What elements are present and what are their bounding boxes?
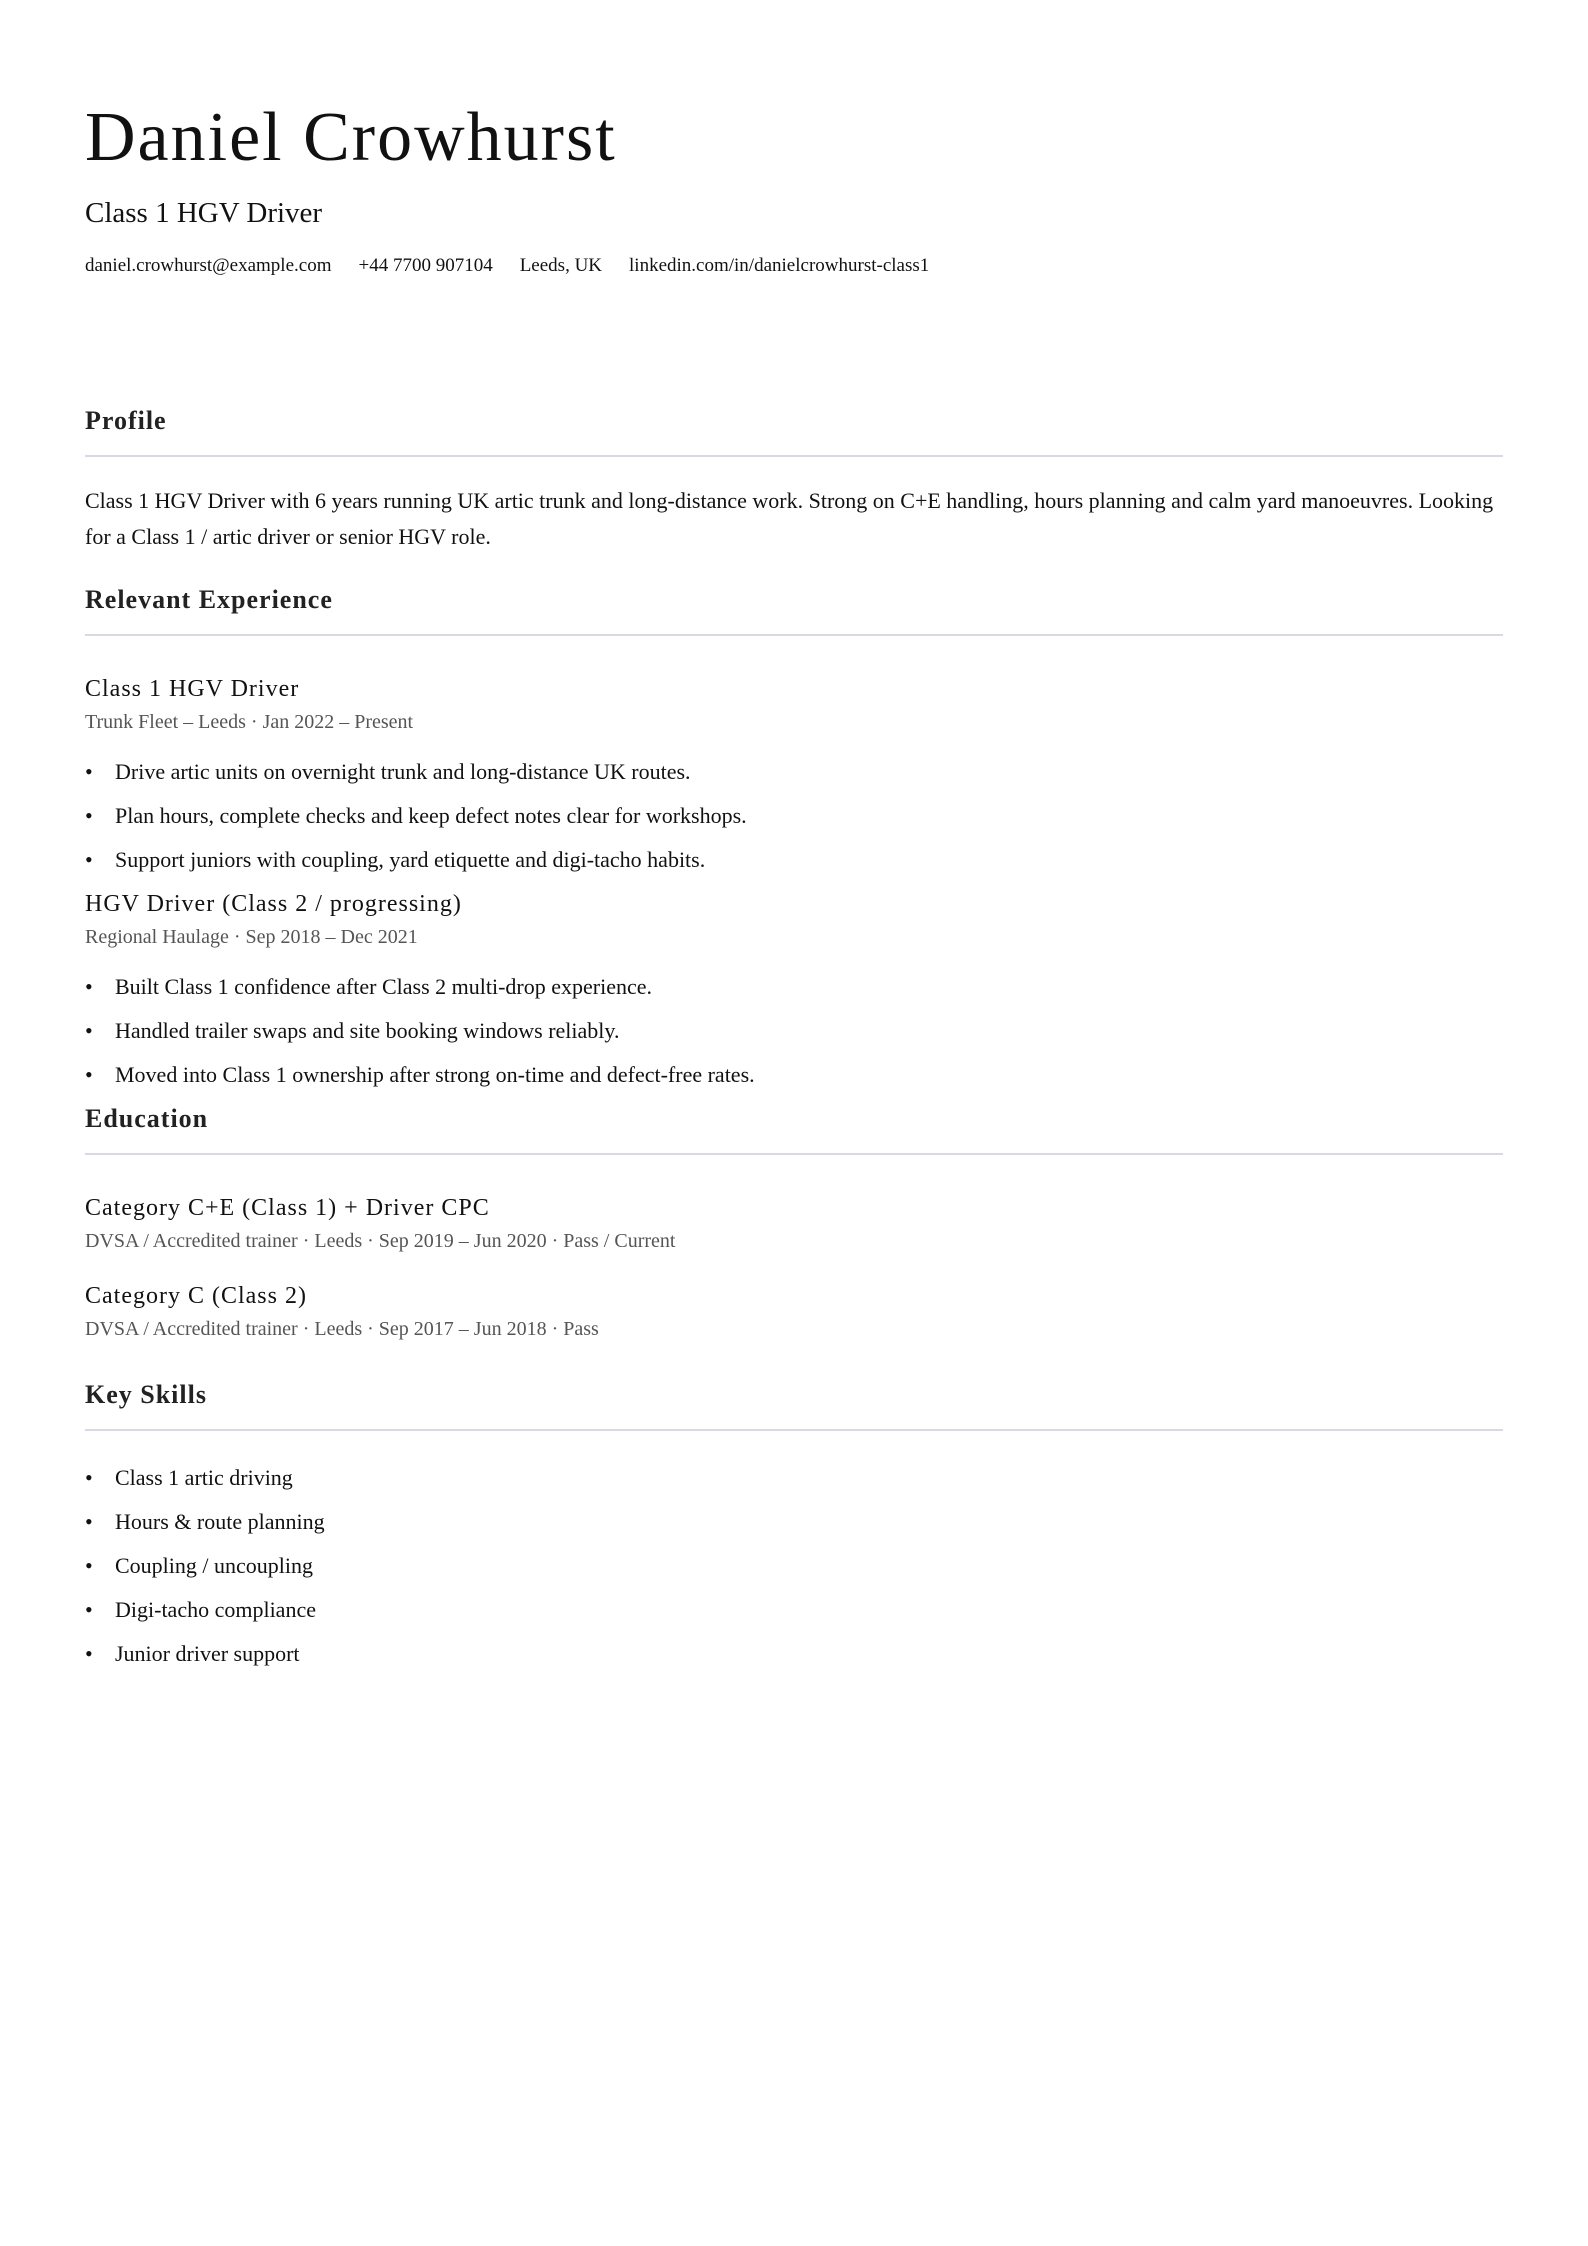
- job-bullet: [85, 972, 1503, 1002]
- experience-section: [85, 585, 1503, 1090]
- job-bullet-text: Built Class 1 confidence after Class 2 multi-drop experience.: [115, 974, 653, 999]
- skill-item: [85, 1639, 1503, 1669]
- job-bullet-text: Handled trailer swaps and site booking windows reliably.: [115, 1018, 620, 1043]
- contact-location: Leeds, UK: [519, 255, 603, 276]
- education-title: Category C+E (Class 1) + Driver CPC: [85, 1195, 490, 1221]
- bullet-dot: •: [85, 759, 93, 784]
- bullet-dot: •: [85, 974, 93, 999]
- contact-email[interactable]: daniel.crowhurst@example.com: [85, 255, 332, 276]
- education-entry: [85, 1281, 1503, 1342]
- bullet-dot: •: [85, 1509, 93, 1534]
- skill-text: Hours & route planning: [115, 1509, 325, 1534]
- job-bullets: [85, 972, 1503, 1090]
- job-entry: [85, 674, 1503, 875]
- candidate-role: Class 1 HGV Driver: [85, 197, 323, 229]
- section-title-education: Education: [85, 1104, 1503, 1155]
- bullet-dot: •: [85, 803, 93, 828]
- job-subtitle: Regional Haulage · Sep 2018 – Dec 2021: [85, 926, 418, 948]
- bullet-dot: •: [85, 1465, 93, 1490]
- job-bullet: [85, 1016, 1503, 1046]
- bullet-dot: •: [85, 1553, 93, 1578]
- skill-text: Class 1 artic driving: [115, 1465, 293, 1490]
- education-title: Category C (Class 2): [85, 1283, 307, 1309]
- skill-text: Coupling / uncoupling: [115, 1553, 313, 1578]
- profile-summary: Class 1 HGV Driver with 6 years running UK artic trunk and long-distance work. Strong on C+E handling, hours planning and calm yard manoeuvres. Looking for a Class 1 / artic driver or senior HGV role.: [85, 488, 1494, 549]
- job-bullet: [85, 1060, 1503, 1090]
- education-entry: [85, 1193, 1503, 1254]
- job-title: HGV Driver (Class 2 / progressing): [85, 891, 462, 917]
- education-subtitle: DVSA / Accredited trainer · Leeds · Sep 2017 – Jun 2018 · Pass: [85, 1318, 599, 1340]
- skills-list: [85, 1463, 1503, 1669]
- education-section: [85, 1104, 1503, 1342]
- skill-item: [85, 1595, 1503, 1625]
- education-subtitle: DVSA / Accredited trainer · Leeds · Sep 2019 – Jun 2020 · Pass / Current: [85, 1230, 676, 1252]
- skill-text: Junior driver support: [115, 1641, 300, 1666]
- skill-item: [85, 1463, 1503, 1493]
- section-title-profile: Profile: [85, 406, 1503, 457]
- job-bullet-text: Drive artic units on overnight trunk and long-distance UK routes.: [115, 759, 691, 784]
- section-title-experience: Relevant Experience: [85, 585, 1503, 636]
- job-subtitle: Trunk Fleet – Leeds · Jan 2022 – Present: [85, 711, 414, 733]
- skill-item: [85, 1551, 1503, 1581]
- job-bullets: [85, 757, 1503, 875]
- job-bullet: [85, 845, 1503, 875]
- candidate-name: Daniel Crowhurst: [85, 99, 617, 176]
- job-entry: [85, 889, 1503, 1090]
- bullet-dot: •: [85, 847, 93, 872]
- bullet-dot: •: [85, 1062, 93, 1087]
- contact-phone: +44 7700 907104: [358, 255, 493, 276]
- skill-text: Digi-tacho compliance: [115, 1597, 316, 1622]
- section-title-skills: Key Skills: [85, 1380, 1503, 1431]
- job-bullet: [85, 801, 1503, 831]
- bullet-dot: •: [85, 1018, 93, 1043]
- skills-section: [85, 1380, 1503, 1669]
- job-bullet-text: Plan hours, complete checks and keep defect notes clear for workshops.: [115, 803, 747, 828]
- skill-item: [85, 1507, 1503, 1537]
- contact-line: [85, 254, 1503, 278]
- job-bullet-text: Support juniors with coupling, yard etiquette and digi-tacho habits.: [115, 847, 706, 872]
- contact-linkedin[interactable]: linkedin.com/in/danielcrowhurst-class1: [629, 255, 930, 276]
- bullet-dot: •: [85, 1641, 93, 1666]
- job-bullet-text: Moved into Class 1 ownership after strong on-time and defect-free rates.: [115, 1062, 755, 1087]
- bullet-dot: •: [85, 1597, 93, 1622]
- resume-header: [85, 0, 1503, 278]
- job-bullet: [85, 757, 1503, 787]
- profile-section: [85, 406, 1503, 555]
- job-title: Class 1 HGV Driver: [85, 676, 300, 702]
